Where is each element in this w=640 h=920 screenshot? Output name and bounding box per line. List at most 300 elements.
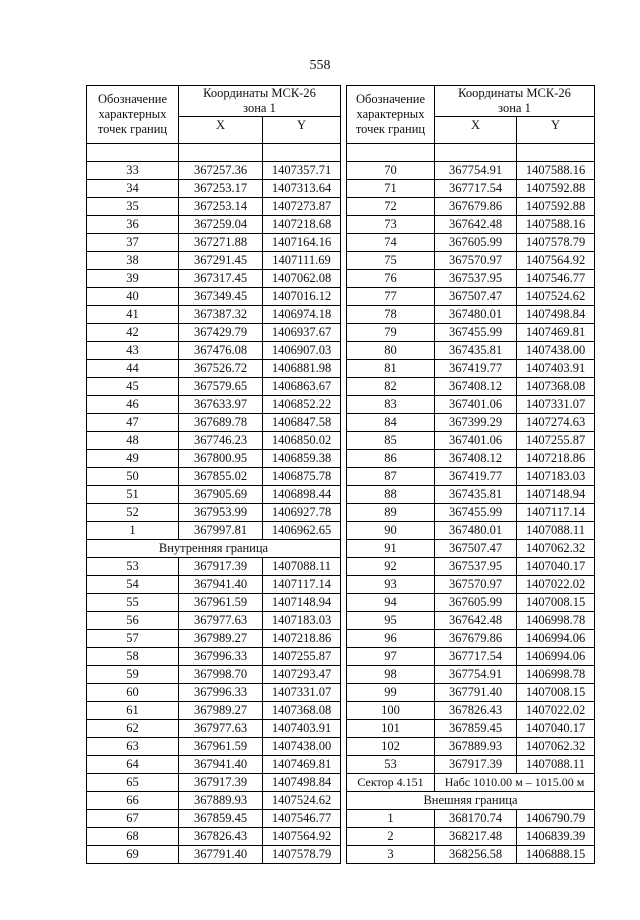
- x-coordinate-cell: 367642.48: [435, 216, 517, 234]
- y-coordinate-cell: 1407564.92: [263, 828, 341, 846]
- y-coordinate-cell: 1407255.87: [263, 648, 341, 666]
- point-number-cell: 70: [347, 162, 435, 180]
- y-coordinate-cell: 1407117.14: [517, 504, 595, 522]
- x-coordinate-cell: 367387.32: [179, 306, 263, 324]
- y-coordinate-cell: 1406850.02: [263, 432, 341, 450]
- designation-line: точек границ: [355, 122, 426, 136]
- x-coordinate-cell: 367419.77: [435, 468, 517, 486]
- point-number-cell: 35: [87, 198, 179, 216]
- y-coordinate-cell: 1407546.77: [263, 810, 341, 828]
- x-coordinate-cell: 367977.63: [179, 720, 263, 738]
- table-row: [347, 378, 595, 396]
- x-coordinate-cell: 367996.33: [179, 684, 263, 702]
- point-number-cell: 101: [347, 720, 435, 738]
- y-coordinate-cell: 1407274.63: [517, 414, 595, 432]
- point-number-cell: 97: [347, 648, 435, 666]
- point-number-cell: 1: [347, 810, 435, 828]
- y-coordinate-cell: 1407218.68: [263, 216, 341, 234]
- point-number-cell: 92: [347, 558, 435, 576]
- point-number-cell: 102: [347, 738, 435, 756]
- coordinates-header: [435, 86, 595, 117]
- section-header-row: [87, 540, 341, 558]
- y-coordinate-cell: 1407578.79: [517, 234, 595, 252]
- table-row: [347, 432, 595, 450]
- x-coordinate-cell: 367633.97: [179, 396, 263, 414]
- x-coordinate-cell: 367961.59: [179, 738, 263, 756]
- y-coordinate-cell: 1407588.16: [517, 162, 595, 180]
- y-coordinate-cell: 1406875.78: [263, 468, 341, 486]
- y-coordinate-cell: 1407546.77: [517, 270, 595, 288]
- table-row: [87, 774, 341, 792]
- table-row: [87, 324, 341, 342]
- point-number-cell: 86: [347, 450, 435, 468]
- table-row: [87, 306, 341, 324]
- x-coordinate-cell: 368217.48: [435, 828, 517, 846]
- designation-header: [347, 86, 435, 144]
- y-coordinate-cell: 1407293.47: [263, 666, 341, 684]
- table-row: [87, 468, 341, 486]
- point-number-cell: 74: [347, 234, 435, 252]
- point-number-cell: 39: [87, 270, 179, 288]
- point-number-cell: 96: [347, 630, 435, 648]
- table-row: [347, 306, 595, 324]
- x-coordinate-cell: 367253.17: [179, 180, 263, 198]
- x-coordinate-cell: 367889.93: [179, 792, 263, 810]
- x-coordinate-cell: 367291.45: [179, 252, 263, 270]
- y-coordinate-cell: 1407331.07: [517, 396, 595, 414]
- point-number-cell: 94: [347, 594, 435, 612]
- table-row: [347, 216, 595, 234]
- x-coordinate-cell: 367717.54: [435, 648, 517, 666]
- point-number-cell: 2: [347, 828, 435, 846]
- coordinates-table-left: [86, 85, 341, 864]
- point-number-cell: 42: [87, 324, 179, 342]
- x-coordinate-cell: 367455.99: [435, 504, 517, 522]
- header-row: [347, 86, 595, 117]
- point-number-cell: 81: [347, 360, 435, 378]
- point-number-cell: 45: [87, 378, 179, 396]
- point-number-cell: 75: [347, 252, 435, 270]
- x-coordinate-cell: 367961.59: [179, 594, 263, 612]
- point-number-cell: 50: [87, 468, 179, 486]
- x-coordinate-cell: 367941.40: [179, 756, 263, 774]
- x-coordinate-cell: 367349.45: [179, 288, 263, 306]
- x-coordinate-cell: 367679.86: [435, 198, 517, 216]
- point-number-cell: 58: [87, 648, 179, 666]
- point-number-cell: 84: [347, 414, 435, 432]
- table-row: [87, 216, 341, 234]
- x-coordinate-cell: 367435.81: [435, 342, 517, 360]
- x-coordinate-cell: 367826.43: [179, 828, 263, 846]
- x-coordinate-cell: 367679.86: [435, 630, 517, 648]
- table-row: [87, 270, 341, 288]
- table-row: [87, 162, 341, 180]
- table-row: [347, 360, 595, 378]
- table-row: [347, 342, 595, 360]
- coordinates-zone: зона 1: [243, 101, 276, 115]
- x-coordinate-cell: 367605.99: [435, 234, 517, 252]
- point-number-cell: 53: [347, 756, 435, 774]
- point-number-cell: 69: [87, 846, 179, 864]
- table-row: [87, 180, 341, 198]
- point-number-cell: 99: [347, 684, 435, 702]
- y-coordinate-cell: 1407062.32: [517, 738, 595, 756]
- table-row: [347, 720, 595, 738]
- y-coordinate-cell: 1407498.84: [263, 774, 341, 792]
- point-number-cell: 82: [347, 378, 435, 396]
- y-coordinate-cell: 1407438.00: [517, 342, 595, 360]
- y-coordinate-cell: 1406863.67: [263, 378, 341, 396]
- table-row: [347, 324, 595, 342]
- y-coordinate-cell: 1406907.03: [263, 342, 341, 360]
- point-number-cell: 66: [87, 792, 179, 810]
- point-number-cell: 1: [87, 522, 179, 540]
- section-header-row: [347, 792, 595, 810]
- y-coordinate-cell: 1407016.12: [263, 288, 341, 306]
- table-row: [347, 558, 595, 576]
- x-coordinate-cell: 367399.29: [435, 414, 517, 432]
- table-row: [87, 450, 341, 468]
- point-number-cell: 38: [87, 252, 179, 270]
- y-coordinate-cell: 1406974.18: [263, 306, 341, 324]
- y-coordinate-cell: 1406859.38: [263, 450, 341, 468]
- point-number-cell: 41: [87, 306, 179, 324]
- point-number-cell: 49: [87, 450, 179, 468]
- table-body-right: [347, 162, 595, 864]
- y-coordinate-cell: 1407218.86: [263, 630, 341, 648]
- y-coordinate-cell: 1407403.91: [263, 720, 341, 738]
- table-row: [87, 756, 341, 774]
- point-number-cell: 44: [87, 360, 179, 378]
- section-title: Внутренняя граница: [87, 540, 341, 558]
- y-coordinate-cell: 1406881.98: [263, 360, 341, 378]
- point-number-cell: 93: [347, 576, 435, 594]
- y-coordinate-cell: 1407331.07: [263, 684, 341, 702]
- table-row: [347, 630, 595, 648]
- x-coordinate-cell: 367455.99: [435, 324, 517, 342]
- x-coordinate-cell: 367317.45: [179, 270, 263, 288]
- table-row: [87, 720, 341, 738]
- table-row: [347, 684, 595, 702]
- point-number-cell: 33: [87, 162, 179, 180]
- point-number-cell: 80: [347, 342, 435, 360]
- y-coordinate-cell: 1406998.78: [517, 666, 595, 684]
- point-number-cell: 72: [347, 198, 435, 216]
- y-coordinate-cell: 1406937.67: [263, 324, 341, 342]
- x-coordinate-cell: 367480.01: [435, 306, 517, 324]
- x-coordinate-cell: 367253.14: [179, 198, 263, 216]
- table-row: [347, 612, 595, 630]
- point-number-cell: 63: [87, 738, 179, 756]
- x-coordinate-cell: 367941.40: [179, 576, 263, 594]
- designation-line: характерных: [98, 107, 167, 121]
- y-coordinate-cell: 1406994.06: [517, 630, 595, 648]
- sector-label: Сектор 4.151: [347, 774, 435, 792]
- y-coordinate-cell: 1406898.44: [263, 486, 341, 504]
- point-number-cell: 90: [347, 522, 435, 540]
- point-number-cell: 85: [347, 432, 435, 450]
- table-body-left: [87, 162, 341, 864]
- x-coordinate-cell: 367791.40: [435, 684, 517, 702]
- y-coordinate-cell: 1407564.92: [517, 252, 595, 270]
- table-row: [347, 810, 595, 828]
- point-number-cell: 77: [347, 288, 435, 306]
- table-row: [347, 234, 595, 252]
- x-coordinate-cell: 367977.63: [179, 612, 263, 630]
- y-coordinate-cell: 1406852.22: [263, 396, 341, 414]
- table-row: [87, 198, 341, 216]
- table-row: [87, 432, 341, 450]
- y-coordinate-cell: 1407088.11: [517, 522, 595, 540]
- y-coordinate-cell: 1407313.64: [263, 180, 341, 198]
- x-coordinate-cell: 367507.47: [435, 540, 517, 558]
- point-number-cell: 51: [87, 486, 179, 504]
- table-row: [87, 558, 341, 576]
- coordinates-title: Координаты МСК-26: [203, 86, 316, 100]
- y-coordinate-cell: 1406994.06: [517, 648, 595, 666]
- header-spacer: [87, 144, 341, 162]
- point-number-cell: 64: [87, 756, 179, 774]
- y-coordinate-cell: 1407218.86: [517, 450, 595, 468]
- table-row: [347, 486, 595, 504]
- y-coordinate-cell: 1406962.65: [263, 522, 341, 540]
- x-coordinate-cell: 367754.91: [435, 162, 517, 180]
- table-row: [87, 234, 341, 252]
- x-coordinate-cell: 367507.47: [435, 288, 517, 306]
- y-coordinate-cell: 1407164.16: [263, 234, 341, 252]
- table-row: [87, 630, 341, 648]
- x-coordinate-cell: 367476.08: [179, 342, 263, 360]
- table-row: [87, 810, 341, 828]
- point-number-cell: 95: [347, 612, 435, 630]
- table-row: [87, 738, 341, 756]
- table-row: [87, 612, 341, 630]
- point-number-cell: 61: [87, 702, 179, 720]
- point-number-cell: 100: [347, 702, 435, 720]
- x-coordinate-cell: 367905.69: [179, 486, 263, 504]
- y-coordinate-cell: 1407498.84: [517, 306, 595, 324]
- table-row: [347, 288, 595, 306]
- table-row: [347, 756, 595, 774]
- point-number-cell: 46: [87, 396, 179, 414]
- x-coordinate-cell: 367435.81: [435, 486, 517, 504]
- x-coordinate-cell: 367271.88: [179, 234, 263, 252]
- designation-line: Обозначение: [97, 92, 168, 106]
- x-coordinate-cell: 367689.78: [179, 414, 263, 432]
- table-row: [347, 594, 595, 612]
- x-coordinate-cell: 367859.45: [435, 720, 517, 738]
- x-coordinate-cell: 367754.91: [435, 666, 517, 684]
- y-coordinate-cell: 1407368.08: [517, 378, 595, 396]
- table-row: [87, 576, 341, 594]
- y-coordinate-cell: 1406927.78: [263, 504, 341, 522]
- table-row: [347, 828, 595, 846]
- x-coordinate-cell: 367579.65: [179, 378, 263, 396]
- point-number-cell: 48: [87, 432, 179, 450]
- point-number-cell: 83: [347, 396, 435, 414]
- point-number-cell: 56: [87, 612, 179, 630]
- x-coordinate-cell: 368170.74: [435, 810, 517, 828]
- sector-row: [347, 774, 595, 792]
- point-number-cell: 53: [87, 558, 179, 576]
- point-number-cell: 67: [87, 810, 179, 828]
- point-number-cell: 34: [87, 180, 179, 198]
- y-coordinate-cell: 1407183.03: [263, 612, 341, 630]
- table-row: [87, 702, 341, 720]
- point-number-cell: 76: [347, 270, 435, 288]
- y-coordinate-cell: 1407524.62: [263, 792, 341, 810]
- x-coordinate-cell: 367401.06: [435, 432, 517, 450]
- x-coordinate-cell: 367419.77: [435, 360, 517, 378]
- y-coordinate-cell: 1407040.17: [517, 558, 595, 576]
- table-row: [347, 450, 595, 468]
- point-number-cell: 59: [87, 666, 179, 684]
- page-number: 558: [309, 58, 331, 73]
- table-row: [347, 162, 595, 180]
- y-coordinate-cell: 1407008.15: [517, 594, 595, 612]
- table-row: [87, 792, 341, 810]
- point-number-cell: 87: [347, 468, 435, 486]
- table-row: [87, 342, 341, 360]
- point-number-cell: 89: [347, 504, 435, 522]
- point-number-cell: 88: [347, 486, 435, 504]
- point-number-cell: 68: [87, 828, 179, 846]
- table-row: [87, 252, 341, 270]
- point-number-cell: 71: [347, 180, 435, 198]
- y-coordinate-cell: 1407062.08: [263, 270, 341, 288]
- x-coordinate-cell: 367401.06: [435, 396, 517, 414]
- table-row: [347, 666, 595, 684]
- point-number-cell: 73: [347, 216, 435, 234]
- x-coordinate-cell: 367859.45: [179, 810, 263, 828]
- table-row: [347, 504, 595, 522]
- x-coordinate-cell: 367570.97: [435, 252, 517, 270]
- x-coordinate-cell: 367826.43: [435, 702, 517, 720]
- table-row: [347, 648, 595, 666]
- table-row: [347, 252, 595, 270]
- y-coordinate-cell: 1407040.17: [517, 720, 595, 738]
- table-row: [347, 738, 595, 756]
- table-row: [347, 414, 595, 432]
- x-coordinate-cell: 367917.39: [179, 774, 263, 792]
- x-header: X: [435, 117, 517, 144]
- y-coordinate-cell: 1407592.88: [517, 180, 595, 198]
- point-number-cell: 43: [87, 342, 179, 360]
- point-number-cell: 60: [87, 684, 179, 702]
- x-coordinate-cell: 367889.93: [435, 738, 517, 756]
- x-coordinate-cell: 367855.02: [179, 468, 263, 486]
- x-header: X: [179, 117, 263, 144]
- table-row: [87, 828, 341, 846]
- y-coordinate-cell: 1406888.15: [517, 846, 595, 864]
- header-spacer: [347, 144, 595, 162]
- x-coordinate-cell: 367917.39: [179, 558, 263, 576]
- y-coordinate-cell: 1406998.78: [517, 612, 595, 630]
- y-header: Y: [263, 117, 341, 144]
- y-coordinate-cell: 1407148.94: [263, 594, 341, 612]
- table-row: [87, 594, 341, 612]
- table-row: [87, 648, 341, 666]
- coordinates-header: [179, 86, 341, 117]
- table-row: [87, 684, 341, 702]
- point-number-cell: 91: [347, 540, 435, 558]
- y-coordinate-cell: 1407368.08: [263, 702, 341, 720]
- table-row: [347, 396, 595, 414]
- y-coordinate-cell: 1407008.15: [517, 684, 595, 702]
- point-number-cell: 78: [347, 306, 435, 324]
- table-row: [87, 288, 341, 306]
- x-coordinate-cell: 367800.95: [179, 450, 263, 468]
- y-coordinate-cell: 1407273.87: [263, 198, 341, 216]
- table-row: [87, 378, 341, 396]
- y-coordinate-cell: 1407588.16: [517, 216, 595, 234]
- y-coordinate-cell: 1407524.62: [517, 288, 595, 306]
- y-header: Y: [517, 117, 595, 144]
- table-row: [347, 576, 595, 594]
- x-coordinate-cell: 367408.12: [435, 450, 517, 468]
- header-row: [87, 86, 341, 117]
- x-coordinate-cell: 367746.23: [179, 432, 263, 450]
- y-coordinate-cell: 1407255.87: [517, 432, 595, 450]
- x-coordinate-cell: 367998.70: [179, 666, 263, 684]
- section-title: Внешняя граница: [347, 792, 595, 810]
- y-coordinate-cell: 1407022.02: [517, 702, 595, 720]
- table-row: [87, 504, 341, 522]
- y-coordinate-cell: 1407357.71: [263, 162, 341, 180]
- table-row: [347, 180, 595, 198]
- table-row: [347, 702, 595, 720]
- x-coordinate-cell: 367257.36: [179, 162, 263, 180]
- y-coordinate-cell: 1407148.94: [517, 486, 595, 504]
- table-row: [87, 846, 341, 864]
- x-coordinate-cell: 367259.04: [179, 216, 263, 234]
- coordinates-zone: зона 1: [498, 101, 531, 115]
- x-coordinate-cell: 367570.97: [435, 576, 517, 594]
- sector-height-range: Набс 1010.00 м – 1015.00 м: [435, 774, 595, 792]
- table-row: [87, 666, 341, 684]
- x-coordinate-cell: 367953.99: [179, 504, 263, 522]
- point-number-cell: 54: [87, 576, 179, 594]
- designation-line: Обозначение: [355, 92, 426, 106]
- x-coordinate-cell: 367791.40: [179, 846, 263, 864]
- x-coordinate-cell: 367537.95: [435, 558, 517, 576]
- point-number-cell: 52: [87, 504, 179, 522]
- table-row: [347, 846, 595, 864]
- point-number-cell: 40: [87, 288, 179, 306]
- y-coordinate-cell: 1407022.02: [517, 576, 595, 594]
- point-number-cell: 55: [87, 594, 179, 612]
- point-number-cell: 79: [347, 324, 435, 342]
- point-number-cell: 65: [87, 774, 179, 792]
- x-coordinate-cell: 367642.48: [435, 612, 517, 630]
- point-number-cell: 47: [87, 414, 179, 432]
- point-number-cell: 62: [87, 720, 179, 738]
- y-coordinate-cell: 1407438.00: [263, 738, 341, 756]
- y-coordinate-cell: 1407183.03: [517, 468, 595, 486]
- x-coordinate-cell: 367429.79: [179, 324, 263, 342]
- x-coordinate-cell: 367989.27: [179, 702, 263, 720]
- y-coordinate-cell: 1407403.91: [517, 360, 595, 378]
- table-row: [87, 486, 341, 504]
- table-row: [87, 522, 341, 540]
- x-coordinate-cell: 367480.01: [435, 522, 517, 540]
- y-coordinate-cell: 1407088.11: [263, 558, 341, 576]
- x-coordinate-cell: 367917.39: [435, 756, 517, 774]
- coordinates-table-right: [346, 85, 595, 864]
- table-row: [347, 540, 595, 558]
- y-coordinate-cell: 1407088.11: [517, 756, 595, 774]
- x-coordinate-cell: 367605.99: [435, 594, 517, 612]
